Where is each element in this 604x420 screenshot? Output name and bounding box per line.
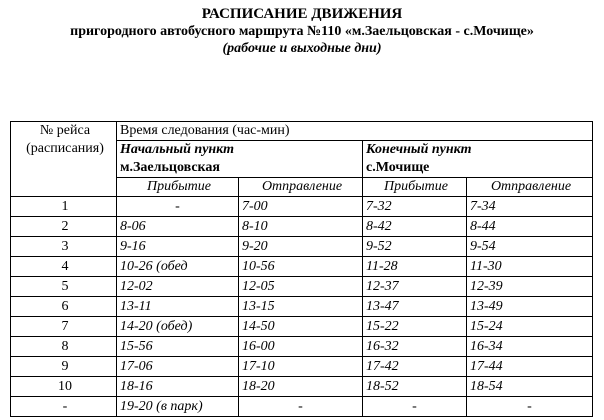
departure-start-header: Отправление [239,178,363,197]
departure-end-cell: 9-54 [467,237,593,257]
days-note: (рабочие и выходные дни) [222,41,382,56]
departure-end-cell: 8-44 [467,217,593,237]
travel-time-header: Время следования (час-мин) [117,122,593,141]
run-number-header-line2: (расписания) [26,141,104,156]
arrival-start-cell: 14-20 (обед) [117,317,239,337]
departure-end-cell: 16-34 [467,337,593,357]
departure-end-cell: 11-30 [467,257,593,277]
arrival-start-cell: 10-26 (обед [117,257,239,277]
run-number-cell: - [11,397,117,417]
run-number-cell: 5 [11,277,117,297]
run-number-cell: 2 [11,217,117,237]
table-row [11,337,593,357]
document-header [0,6,604,57]
run-number-cell: 7 [11,317,117,337]
end-point-name: с.Мочище [366,160,430,175]
end-point-label: Конечный пункт [366,142,472,157]
run-number-header-line1: № рейса [39,123,91,138]
table-row [11,377,593,397]
arrival-end-cell: 9-52 [363,237,467,257]
departure-start-cell: 16-00 [239,337,363,357]
table-header-row [11,122,593,141]
departure-start-cell: 8-10 [239,217,363,237]
departure-start-cell: 13-15 [239,297,363,317]
arrival-end-cell: 11-28 [363,257,467,277]
arrival-start-cell: 12-02 [117,277,239,297]
arrival-start-cell: 15-56 [117,337,239,357]
table-row [11,357,593,377]
departure-start-cell: 7-00 [239,197,363,217]
start-point-name: м.Заельцовская [120,160,220,175]
table-row [11,317,593,337]
departure-start-cell: 9-20 [239,237,363,257]
page-title: РАСПИСАНИЕ ДВИЖЕНИЯ [201,6,403,22]
departure-end-header: Отправление [467,178,593,197]
run-number-cell: 9 [11,357,117,377]
departure-end-cell: 7-34 [467,197,593,217]
arrival-end-header: Прибытие [363,178,467,197]
departure-start-cell: 12-05 [239,277,363,297]
arrival-start-cell: 9-16 [117,237,239,257]
arrival-end-cell: 12-37 [363,277,467,297]
departure-end-cell: - [467,397,593,417]
arrival-start-header: Прибытие [117,178,239,197]
arrival-end-cell: 16-32 [363,337,467,357]
start-point-label: Начальный пункт [120,142,234,157]
arrival-start-cell: 8-06 [117,217,239,237]
departure-start-cell: 14-50 [239,317,363,337]
arrival-end-cell: 15-22 [363,317,467,337]
arrival-start-cell: 13-11 [117,297,239,317]
arrival-end-cell: 8-42 [363,217,467,237]
table-row [11,217,593,237]
arrival-start-cell: - [117,197,239,217]
arrival-end-cell: 17-42 [363,357,467,377]
start-point-header [117,141,363,178]
departure-end-cell: 18-54 [467,377,593,397]
departure-start-cell: - [239,397,363,417]
table-row [11,197,593,217]
run-number-cell: 3 [11,237,117,257]
run-number-cell: 4 [11,257,117,277]
departure-end-cell: 15-24 [467,317,593,337]
run-number-cell: 8 [11,337,117,357]
departure-start-cell: 18-20 [239,377,363,397]
run-number-cell: 10 [11,377,117,397]
table-row [11,397,593,417]
table-row [11,237,593,257]
arrival-end-cell: 13-47 [363,297,467,317]
departure-start-cell: 10-56 [239,257,363,277]
schedule-table [10,121,593,417]
departure-end-cell: 12-39 [467,277,593,297]
table-row [11,277,593,297]
departure-end-cell: 17-44 [467,357,593,377]
arrival-start-cell: 17-06 [117,357,239,377]
arrival-start-cell: 18-16 [117,377,239,397]
end-point-header [363,141,593,178]
run-number-header [11,122,117,197]
table-row [11,257,593,277]
arrival-start-cell: 19-20 (в парк) [117,397,239,417]
arrival-end-cell: 7-32 [363,197,467,217]
route-subtitle: пригородного автобусного маршрута №110 «м.Заельцовская - с.Мочище» [70,24,534,39]
run-number-cell: 6 [11,297,117,317]
run-number-cell: 1 [11,197,117,217]
departure-start-cell: 17-10 [239,357,363,377]
table-row [11,297,593,317]
arrival-end-cell: 18-52 [363,377,467,397]
arrival-end-cell: - [363,397,467,417]
departure-end-cell: 13-49 [467,297,593,317]
